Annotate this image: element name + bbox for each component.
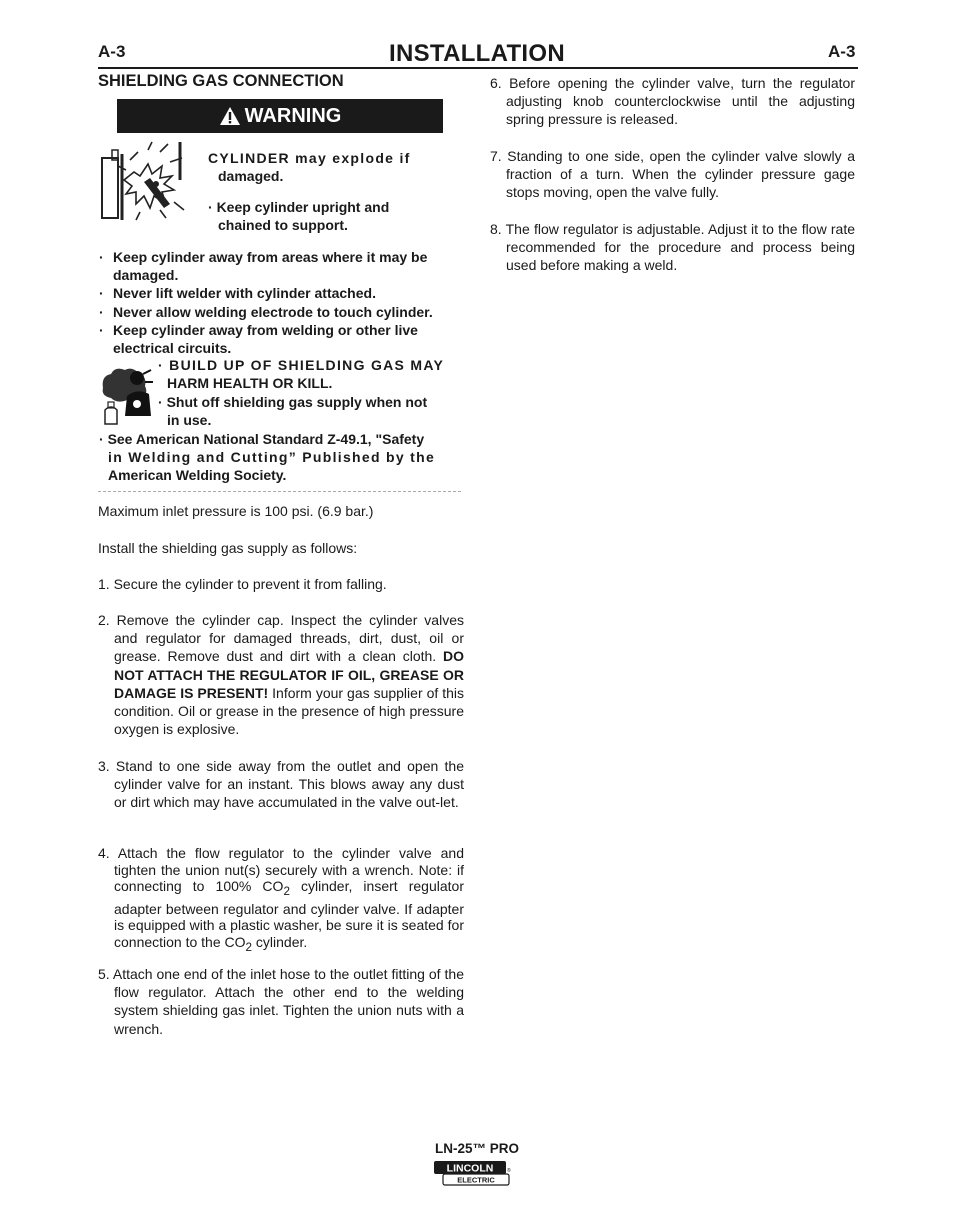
step-4-text-c: cylinder. <box>252 933 308 950</box>
warning-bullet: · <box>99 285 104 301</box>
logo-bottom-text: ELECTRIC <box>457 1175 495 1185</box>
standard-line1: See American National Standard Z-49.1, "Safety <box>107 431 425 447</box>
warning-bullet-1-line1: Never lift welder with cylinder attached. <box>113 285 376 301</box>
cylinder-warning-line2: damaged. <box>218 168 284 184</box>
warning-bullet: · <box>99 304 104 320</box>
page-code-right: A-3 <box>828 42 856 61</box>
section-title: SHIELDING GAS CONNECTION <box>98 72 344 90</box>
warning-triangle-icon <box>219 106 241 126</box>
install-text: Install the shielding gas supply as follows: <box>98 540 358 556</box>
product-model: LN-25™ PRO <box>434 1141 519 1156</box>
step-4-text-a: 4. Attach the flow regulator to the cylinder valve and tighten the union nut(s) securely with a wrench. Note: if connecting to 100% CO <box>98 845 464 895</box>
gas-bullet-line1: Shut off shielding gas supply when not <box>166 394 428 410</box>
warning-bullet-0-line1: Keep cylinder away from areas where it may be <box>113 249 428 265</box>
warning-bullet-2-line1: Never allow welding electrode to touch cylinder. <box>113 304 433 320</box>
step-8: 8. The flow regulator is adjustable. Adjust it to the flow rate recommended for the procedure and process being used before making a weld. <box>490 221 855 274</box>
page-title: INSTALLATION <box>388 40 566 67</box>
pressure-text: Maximum inlet pressure is 100 psi. (6.9 bar.) <box>98 503 374 519</box>
step-2-text-a: 2. Remove the cylinder cap. Inspect the cylinder valves and regulator for damaged threads, dirt, dust, oil or grease. Remove dust and dirt with a clean cloth. <box>98 612 464 665</box>
warning-bullet: · <box>99 322 104 338</box>
step-3: 3. Stand to one side away from the outlet and open the cylinder valve for an instant. This blows away any dust or dirt which may have accumulated in the valve out-let. <box>98 758 464 811</box>
step-2-text-b: Inform your gas supplier of this condition. Oil or grease in the presence of high pressure oxygen is explosive. <box>114 684 465 738</box>
gas-bullet-line2: in use. <box>167 412 212 428</box>
step-5: 5. Attach one end of the inlet hose to the outlet fitting of the flow regulator. Attach the other end to the welding system shielding gas inlet. Tighten the union nuts with a wrench. <box>98 966 464 1037</box>
lincoln-electric-logo <box>433 1160 511 1186</box>
step-2-caution: DO NOT ATTACH THE REGULATOR IF OIL, GREASE OR DAMAGE IS PRESENT! <box>114 648 464 701</box>
warning-bullet-3-line1: Keep cylinder away from welding or other live <box>113 322 418 338</box>
svg-text:®: ® <box>507 1168 511 1174</box>
gas-warning-line1: BUILD UP OF SHIELDING GAS MAY <box>169 357 445 373</box>
step-4-subscript-2: 2 <box>245 940 253 954</box>
cylinder-bullet-line1: Keep cylinder upright and <box>216 199 390 215</box>
standard-line3: American Welding Society. <box>108 467 287 483</box>
logo-top-text: LINCOLN <box>446 1162 494 1175</box>
step-4 <box>98 845 464 956</box>
gas-warning-line1-row: · BUILD UP OF SHIELDING GAS MAY <box>158 357 445 373</box>
section-divider <box>98 491 461 492</box>
warning-bullet-0-line2: damaged. <box>113 267 179 283</box>
step-4-text-b: cylinder, insert regulator adapter between regulator and cylinder valve. If adapter is equipped with a plastic washer, be sure it is seated for connection to the CO <box>114 878 464 950</box>
cylinder-warning-line1: CYLINDER may explode if <box>208 150 411 166</box>
page-code-left: A-3 <box>98 42 126 61</box>
warning-banner <box>117 99 443 133</box>
standard-bullet: · See American National Standard Z-49.1, "Safety <box>99 431 425 447</box>
gas-hazard-icon <box>99 364 159 428</box>
gas-bullet: · Shut off shielding gas supply when not <box>158 394 428 410</box>
cylinder-bullet: · Keep cylinder upright and <box>208 199 390 215</box>
header-rule <box>98 67 858 69</box>
warning-bullet-3-line2: electrical circuits. <box>113 340 232 356</box>
standard-line2: in Welding and Cutting” Published by the <box>108 449 436 465</box>
cylinder-bullet-line2: chained to support. <box>218 217 348 233</box>
step-4-subscript-1: 2 <box>283 884 290 898</box>
step-1: 1. Secure the cylinder to prevent it from falling. <box>98 576 387 592</box>
warning-bullet: · <box>99 249 104 265</box>
step-2 <box>98 611 464 738</box>
gas-warning-line2: HARM HEALTH OR KILL. <box>167 375 333 391</box>
cylinder-explosion-icon <box>100 140 192 222</box>
warning-label: WARNING <box>244 104 342 127</box>
step-7: 7. Standing to one side, open the cylinder valve slowly a fraction of a turn. When the cylinder pressure gage stops moving, open the valve fully. <box>490 148 855 201</box>
step-6: 6. Before opening the cylinder valve, turn the regulator adjusting knob counterclockwise until the adjusting spring pressure is released. <box>490 75 855 128</box>
